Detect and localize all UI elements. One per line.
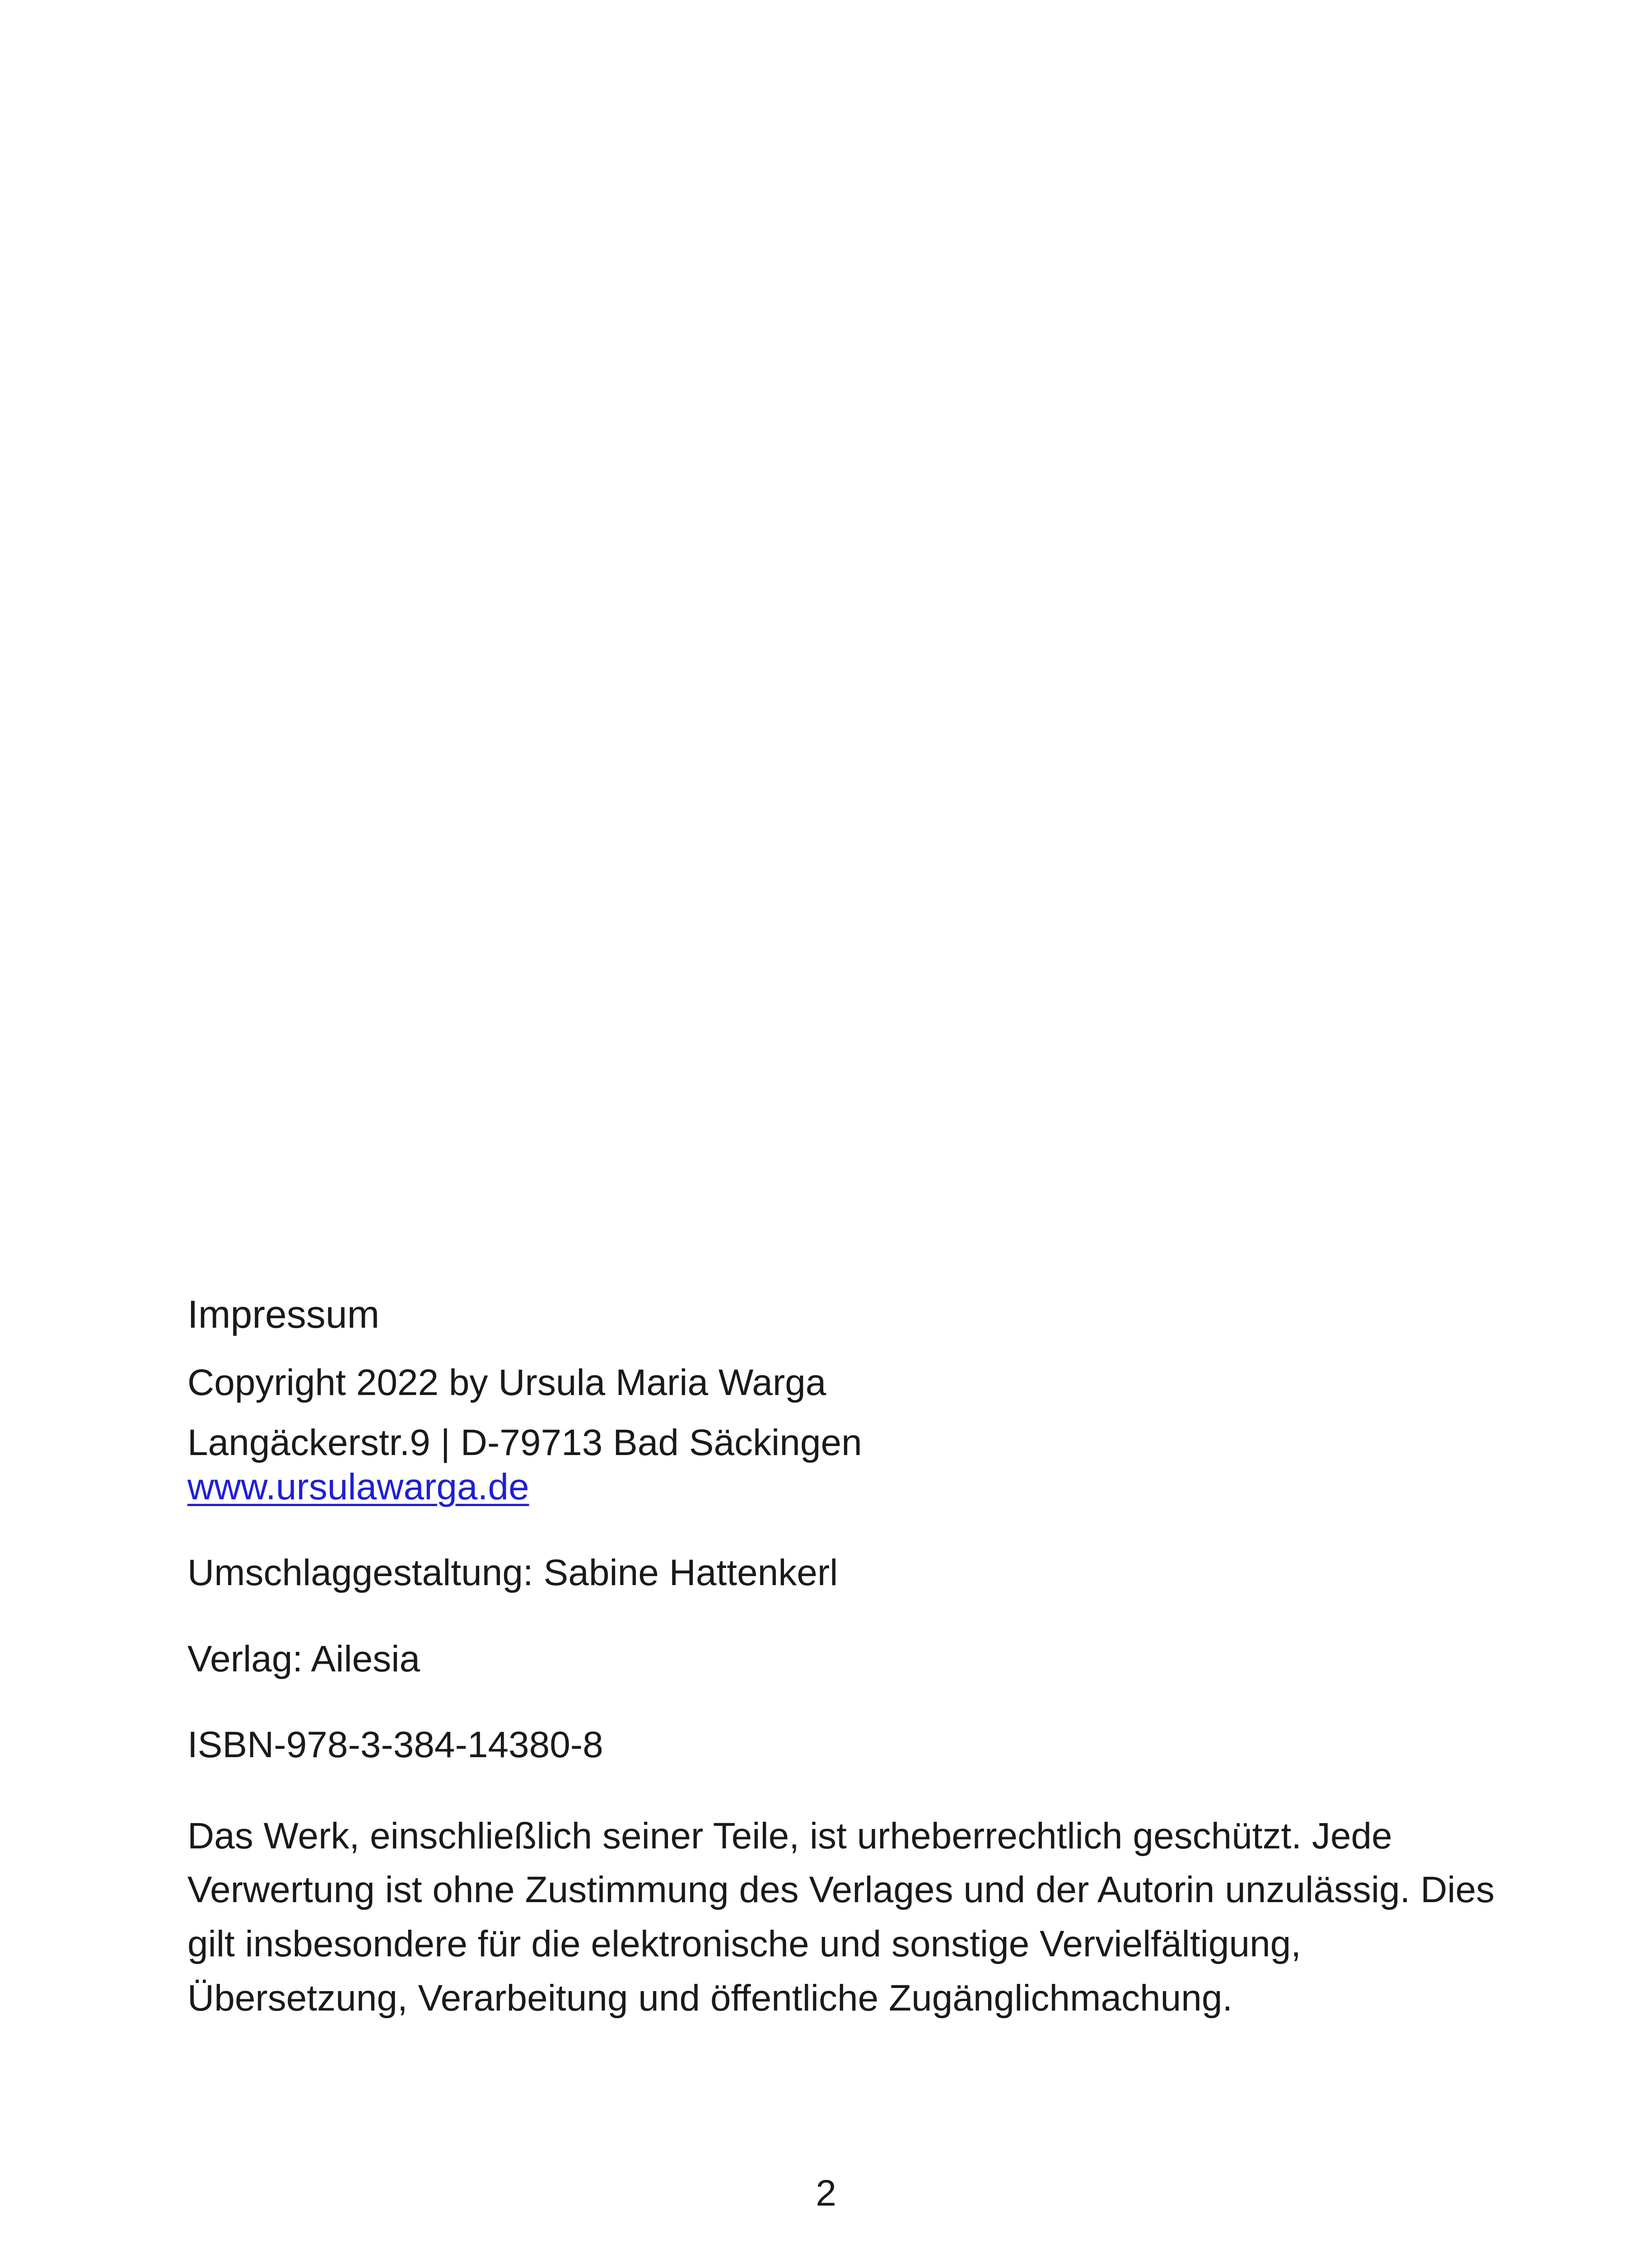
rights-notice: Das Werk, einschließlich seiner Teile, ist urheberrechtlich geschützt. Jede Verwertung ist ohne Zustimmung des Verlages und der Autorin unzulässig. Dies gilt insbesondere für die elektronische und sonstige Vervielfältigung, Übersetzung, Verarbeitung und öffentliche Zugänglichmachung. xyxy=(187,1815,1495,2019)
imprint-section xyxy=(187,1292,1497,2025)
isbn-line: ISBN-978-3-384-14380-8 xyxy=(187,1724,603,1766)
page-number: 2 xyxy=(816,2173,836,2214)
imprint-heading: Impressum xyxy=(187,1293,380,1336)
publisher-line: Verlag: Ailesia xyxy=(187,1638,420,1680)
address-line: Langäckerstr.9 | D-79713 Bad Säckingen xyxy=(187,1422,862,1463)
cover-design-line: Umschlaggestaltung: Sabine Hattenkerl xyxy=(187,1552,838,1594)
copyright-line: Copyright 2022 by Ursula Maria Warga xyxy=(187,1362,826,1404)
website-link[interactable]: www.ursulawarga.de xyxy=(187,1466,529,1507)
